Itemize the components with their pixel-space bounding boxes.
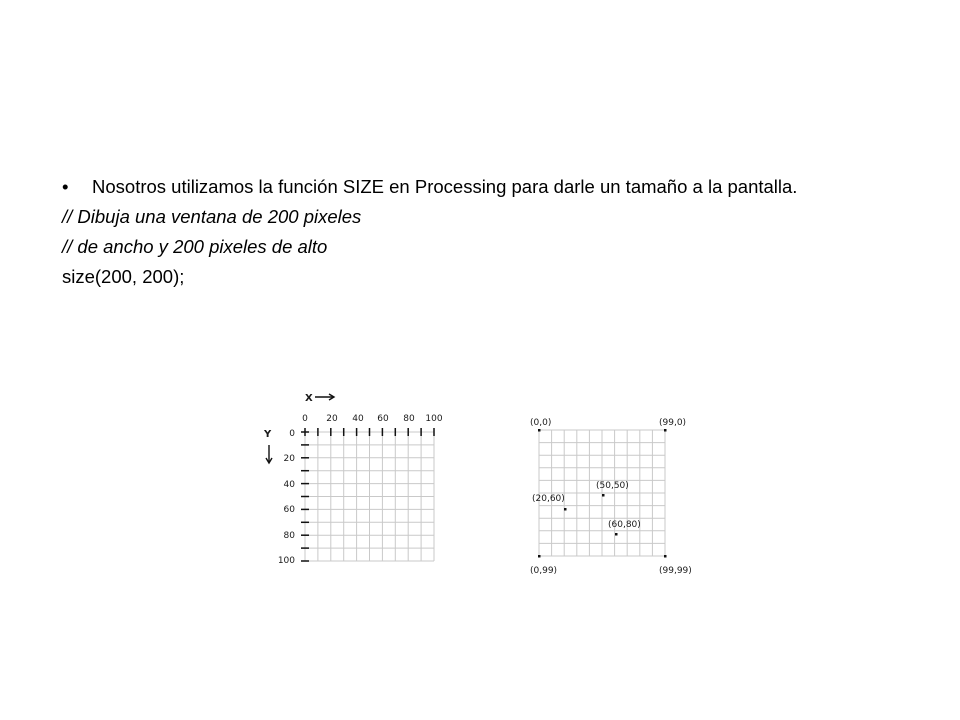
pixel-dot-50-50 [602, 494, 605, 497]
label-bottom-left: (0,99) [530, 566, 558, 576]
label-point-60-80: (60,80) [608, 520, 641, 530]
x-tick-label: 100 [425, 414, 443, 424]
x-tick-label: 40 [352, 414, 364, 424]
label-point-20-60: (20,60) [532, 494, 565, 504]
y-tick-label: 100 [277, 556, 295, 566]
pixel-dot-99-0 [664, 429, 667, 432]
code-comment-1: // Dibuja una ventana de 200 pixeles [62, 206, 362, 227]
pixel-dot-60-80 [615, 533, 618, 536]
x-tick-label: 60 [377, 414, 389, 424]
y-tick-label: 40 [283, 480, 295, 490]
label-top-right: (99,0) [659, 418, 687, 428]
label-point-50-50: (50,50) [596, 481, 629, 491]
axis-grid [301, 428, 434, 561]
bullet-text: Nosotros utilizamos la función SIZE en Processing para darle un tamaño a la pantalla. [92, 176, 798, 197]
x-axis-label: X [305, 393, 313, 404]
code-line: size(200, 200); [62, 266, 185, 287]
pixel-dot-20-60 [564, 508, 567, 511]
y-tick-label: 20 [283, 454, 295, 464]
bullet-item [62, 172, 882, 202]
code-comment-2: // de ancho y 200 pixeles de alto [62, 236, 328, 257]
x-tick-label: 20 [326, 414, 338, 424]
y-tick-label: 0 [289, 429, 295, 439]
slide-text [62, 172, 882, 292]
label-top-left: (0,0) [530, 418, 552, 428]
pixel-dot-99-99 [664, 555, 667, 558]
x-tick-label: 0 [302, 414, 308, 424]
pixel-dot-0-0 [538, 429, 541, 432]
y-tick-label: 80 [283, 531, 295, 541]
y-axis-label: Y [264, 429, 272, 440]
label-bottom-right: (99,99) [659, 566, 692, 576]
pixel-coordinates-figure [528, 412, 728, 582]
bullet-dot-icon: • [62, 176, 69, 197]
coordinate-grid [539, 430, 665, 556]
y-tick-label: 60 [283, 505, 295, 515]
axis-grid-figure [255, 385, 455, 585]
pixel-dot-0-99 [538, 555, 541, 558]
x-tick-label: 80 [403, 414, 415, 424]
